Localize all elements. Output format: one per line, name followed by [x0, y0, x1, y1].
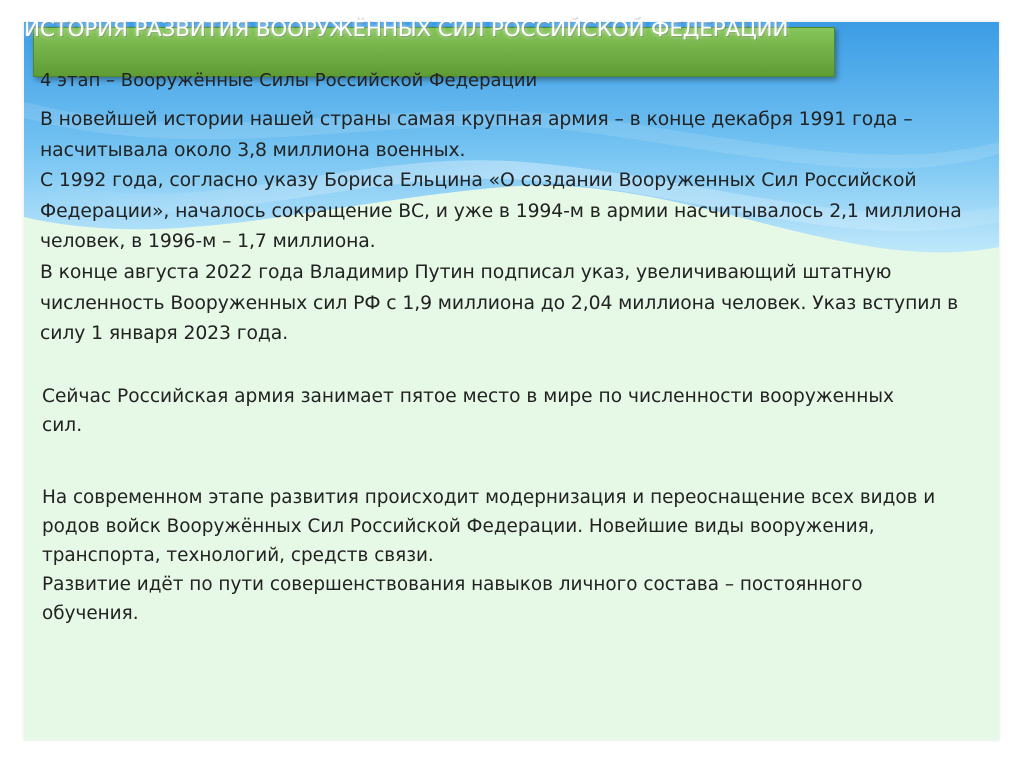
paragraph-modernization-text: На современном этапе развития происходит модернизация и переоснащение всех видов и родов войск Вооружённых Сил Российской Федерации. Новейшие виды вооружения, транспорта, технологий, средств связи. Развитие идёт по пути совершенствования навыков личного состава – постоянного обучения. — [42, 487, 936, 624]
paragraph-modernization — [42, 483, 942, 628]
paragraph-rank-text: Сейчас Российская армия занимает пятое место в мире по численности вооруженных сил. — [42, 386, 895, 436]
slide-title: ИСТОРИЯ РАЗВИТИЯ ВООРУЖЁННЫХ СИЛ РОССИЙСКОЙ ФЕДЕРАЦИИ — [24, 17, 789, 42]
paragraph-history — [40, 105, 1005, 350]
paragraph-history-text: В новейшей истории нашей страны самая крупная армия – в конце декабря 1991 года – насчитывала около 3,8 миллиона военных. С 1992 года, согласно указу Бориса Ельцина «О создании Вооруженных Сил Российской Федерации», началось сокращение ВС, и уже в 1994-м в армии насчитывалось 2,1 миллиона человек, в 1996-м – 1,7 миллиона. В конце августа 2022 года Владимир Путин подписал указ, увеличивающий штатную численность Вооруженных сил РФ с 1,9 миллиона до 2,04 миллиона человек. Указ вступил в силу 1 января 2023 года. — [40, 109, 962, 345]
paragraph-rank — [42, 382, 912, 440]
slide-subtitle: 4 этап – Вооружённые Силы Российской Федерации — [40, 70, 538, 91]
